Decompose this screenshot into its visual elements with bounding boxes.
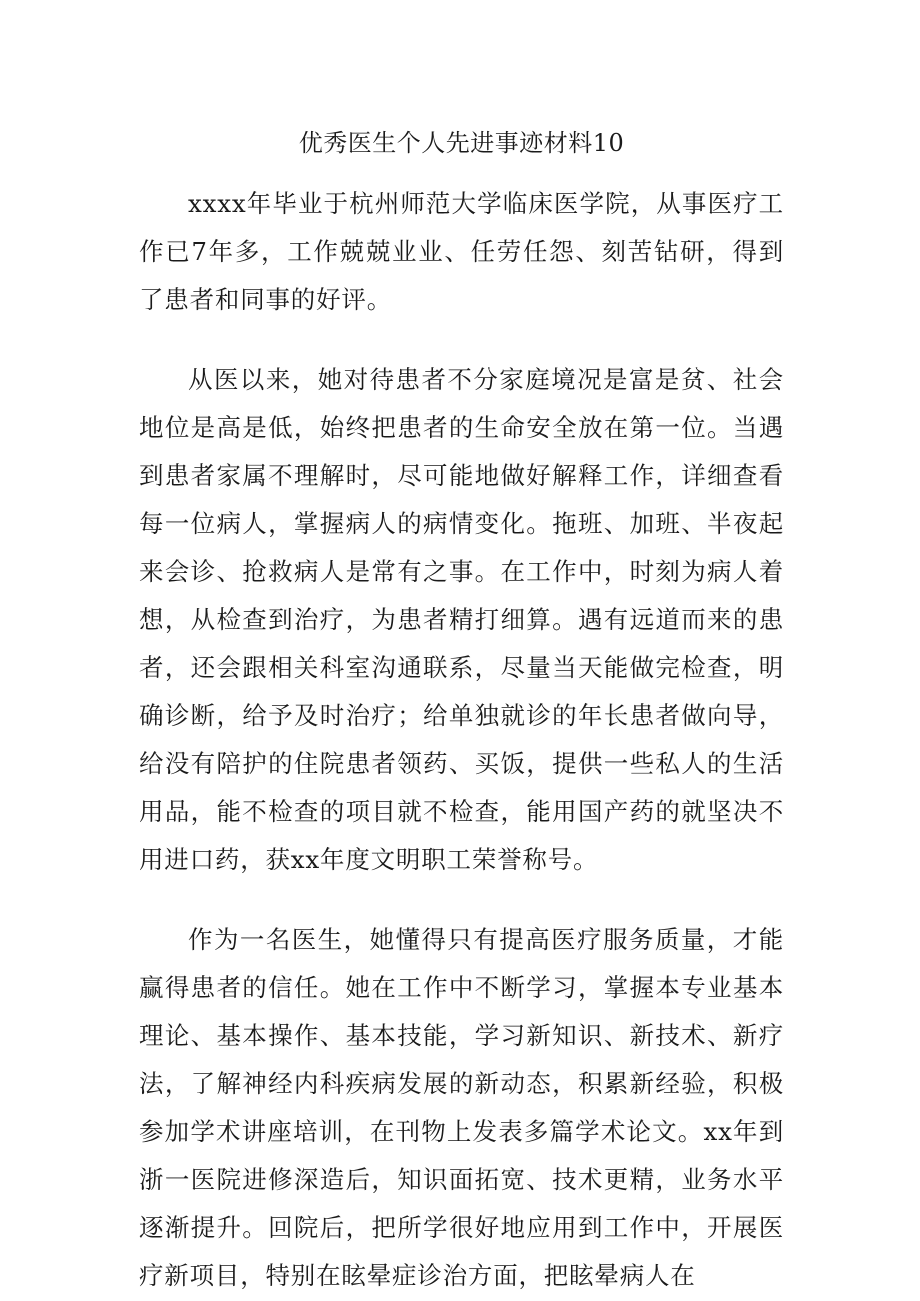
document-title: 优秀医生个人先进事迹材料10 [298,129,625,157]
paragraph-patient-care: 从医以来，她对待患者不分家庭境况是富是贫、社会地位是高是低，始终把患者的生命安全放在第一位。当遇到患者家属不理解时，尽可能地做好解释工作，详细查看每一位病人，掌握病人的病情变化。拖班、加班、半夜起来会诊、抢救病人是常有之事。在工作中，时刻为病人着想，从检查到治疗，为患者精打细算。遇有远道而来的患者，还会跟相关科室沟通联系，尽量当天能做完检查，明确诊断，给予及时治疗；给单独就诊的年长患者做向导，给没有陪护的住院患者领药、买饭，提供一些私人的生活用品，能不检查的项目就不检查，能用国产药的就坚决不用进口药，获xx年度文明职工荣誉称号。 [139,365,784,874]
paragraph-professional-growth: 作为一名医生，她懂得只有提高医疗服务质量，才能赢得患者的信任。她在工作中不断学习，掌握本专业基本理论、基本操作、基本技能，学习新知识、新技术、新疗法，了解神经内科疾病发展的新动态，积累新经验，积极参加学术讲座培训，在刊物上发表多篇学术论文。xx年到浙一医院进修深造后，知识面拓宽、技术更精，业务水平逐渐提升。回院后，把所学很好地应用到工作中，开展医疗新项目，特别在眩晕症诊治方面，把眩晕病人在 [139,925,784,1290]
paragraph-graduation: xxxx年毕业于杭州师范大学临床医学院，从事医疗工作已7年多，工作兢兢业业、任劳任怨、刻苦钻研，得到了患者和同事的好评。 [139,189,784,314]
